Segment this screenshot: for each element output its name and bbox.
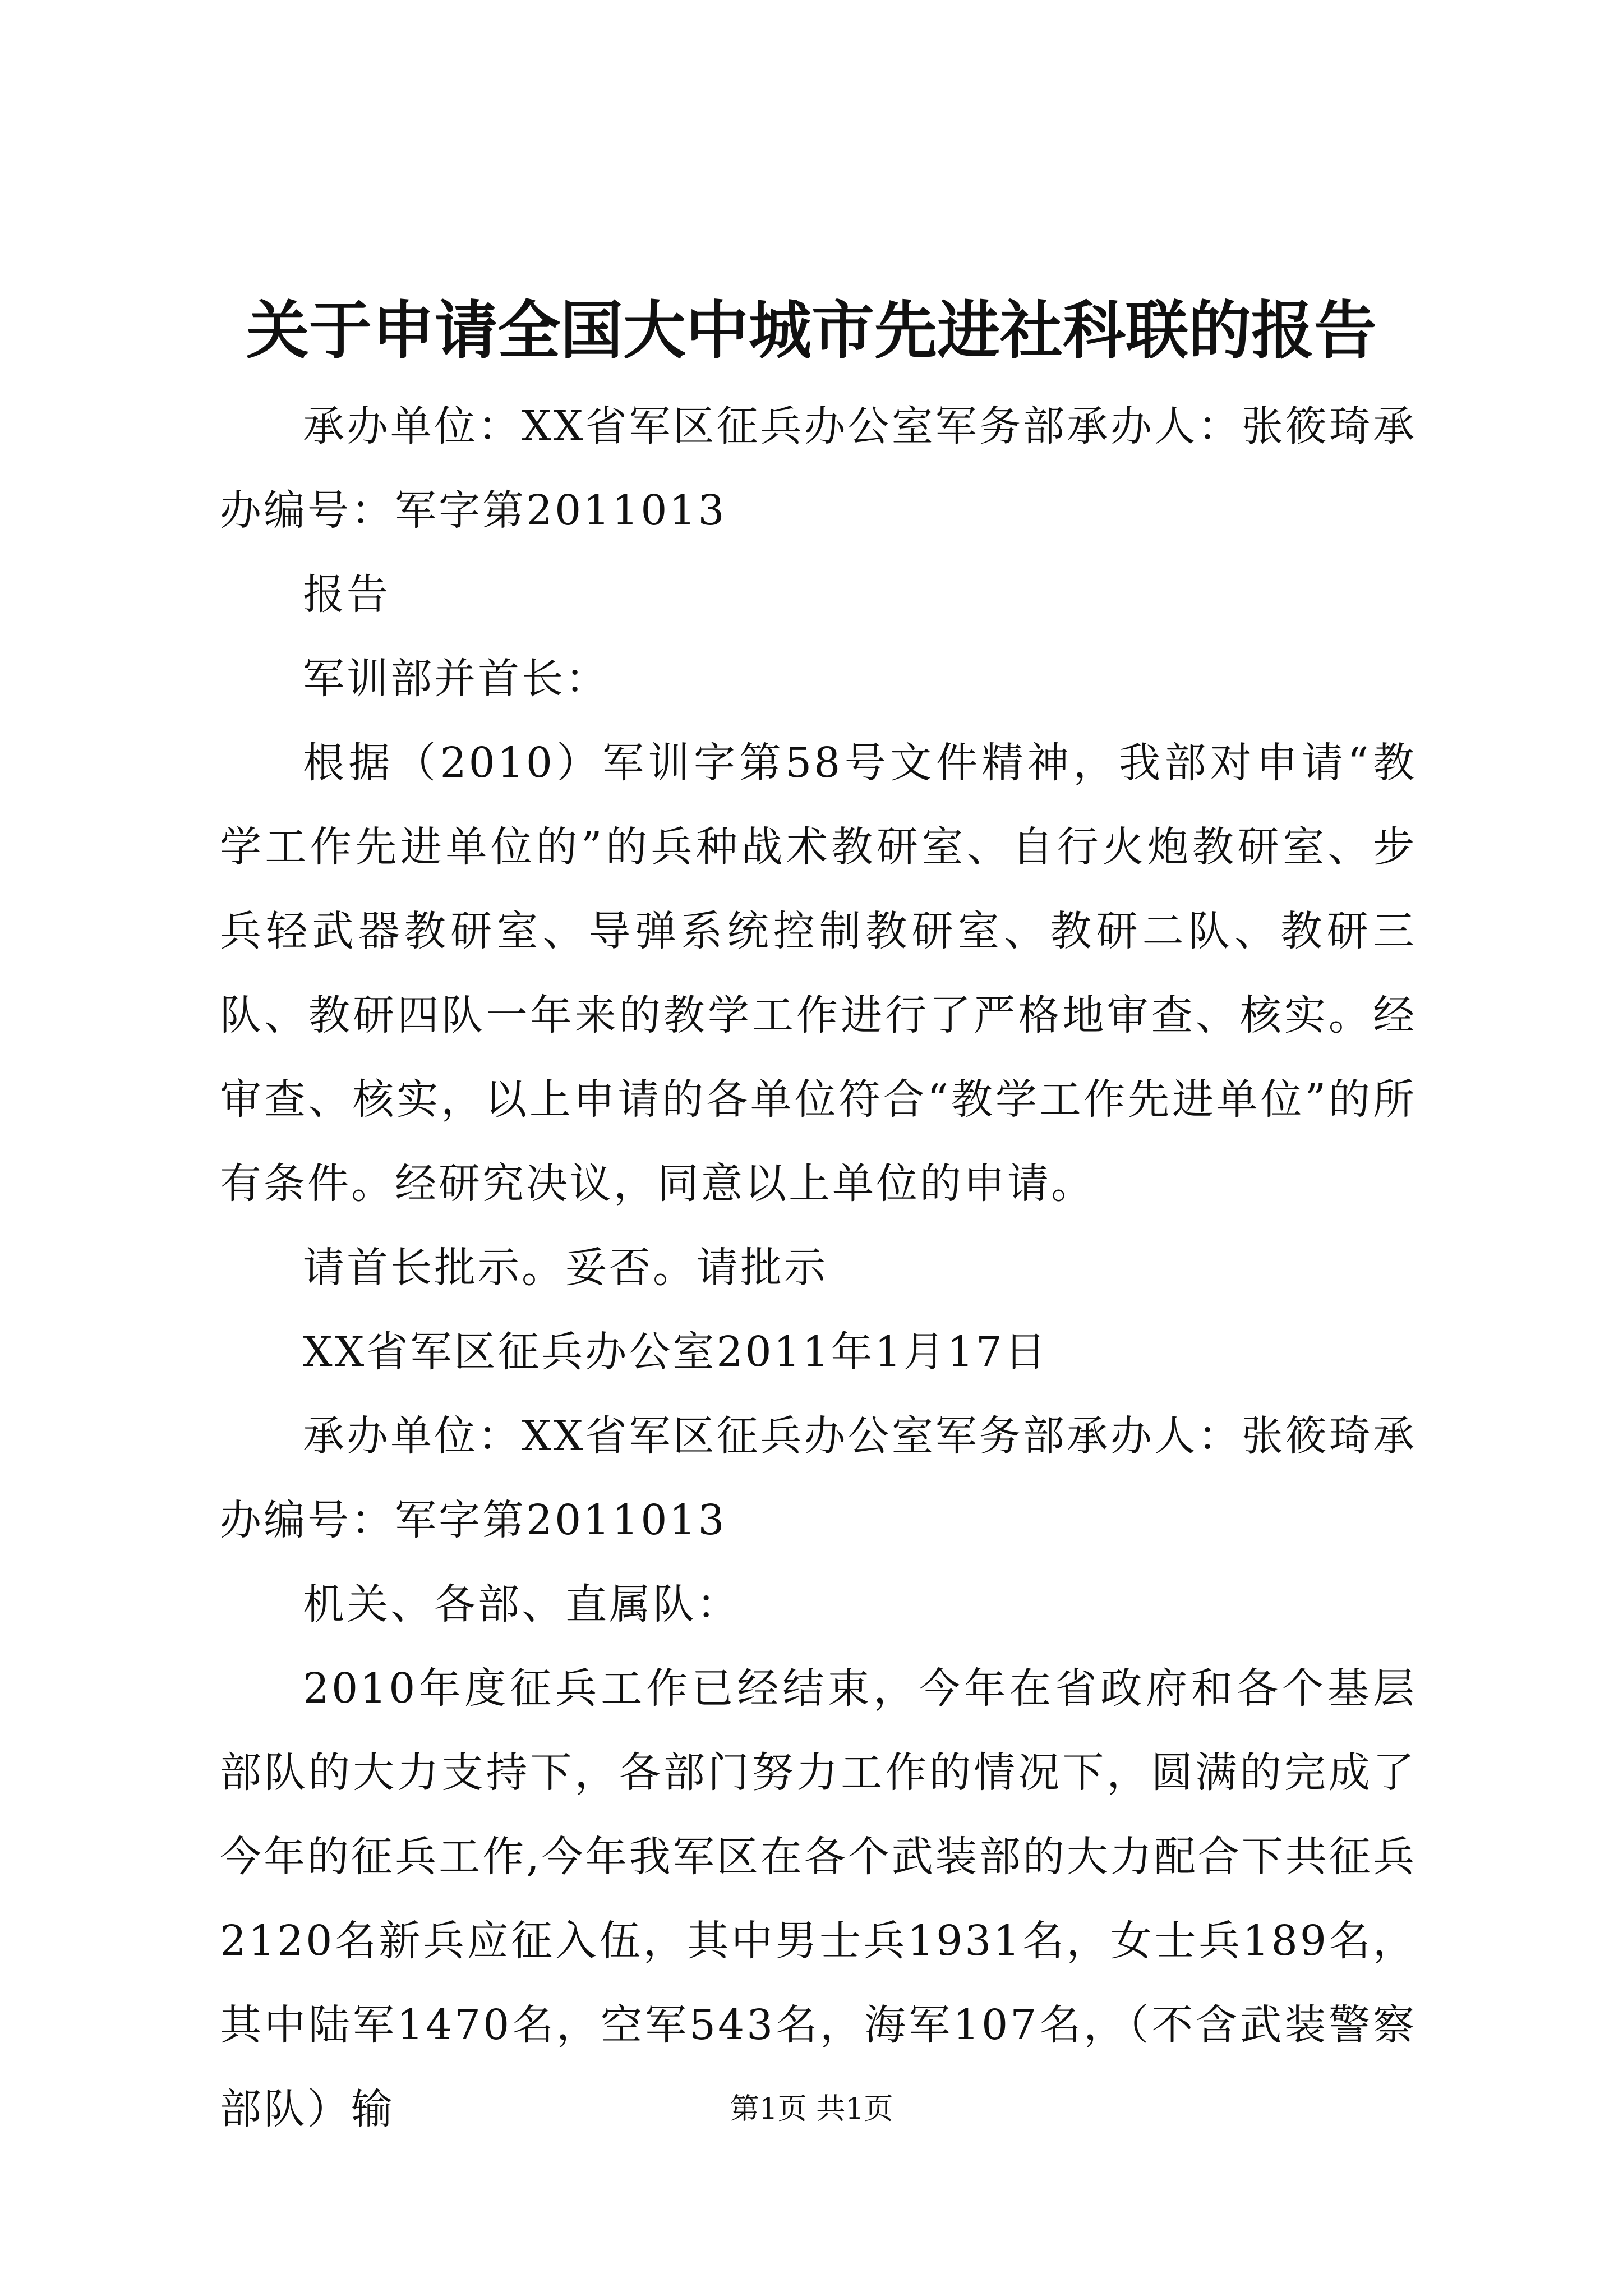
paragraph-salutation: 军训部并首长：	[303, 655, 609, 703]
paragraph-recruitment-summary: 2010年度征兵工作已经结束，今年在省政府和各个基层部队的大力支持下，各部门努力工作的情况下，圆满的完成了今年的征兵工作,今年我军区在各个武装部的大力配合下共征兵2120名新兵应征入伍，其中男士兵1931名，女士兵189名，其中陆军1470名，空军543名，海军107名，（不含武装警察部队）输	[220, 1664, 1417, 2133]
paragraph-request-approval: 请首长批示。妥否。请批示	[303, 1244, 828, 1292]
page-number-footer: 第1页 共1页	[730, 2092, 893, 2126]
paragraph-handling-info-1: 承办单位：XX省军区征兵办公室军务部承办人：张筱琦承办编号：军字第2011013	[220, 402, 1417, 535]
document-title: 关于申请全国大中城市先进社科联的报告	[246, 294, 1377, 367]
paragraph-signature-date: XX省军区征兵办公室2011年1月17日	[303, 1328, 1048, 1376]
paragraph-report-body: 根据（2010）军训字第58号文件精神，我部对申请“教学工作先进单位的”的兵种战术教研室、自行火炮教研室、步兵轻武器教研室、导弹系统控制教研室、教研二队、教研三队、教研四队一年来的教学工作进行了严格地审查、核实。经审查、核实，以上申请的各单位符合“教学工作先进单位”的所有条件。经研究决议，同意以上单位的申请。	[220, 739, 1417, 1208]
paragraph-recipients: 机关、各部、直属队：	[303, 1580, 740, 1628]
paragraph-handling-info-2: 承办单位：XX省军区征兵办公室军务部承办人：张筱琦承办编号：军字第2011013	[220, 1412, 1417, 1544]
document-body	[220, 384, 1417, 2151]
paragraph-report-label: 报告	[303, 570, 390, 619]
